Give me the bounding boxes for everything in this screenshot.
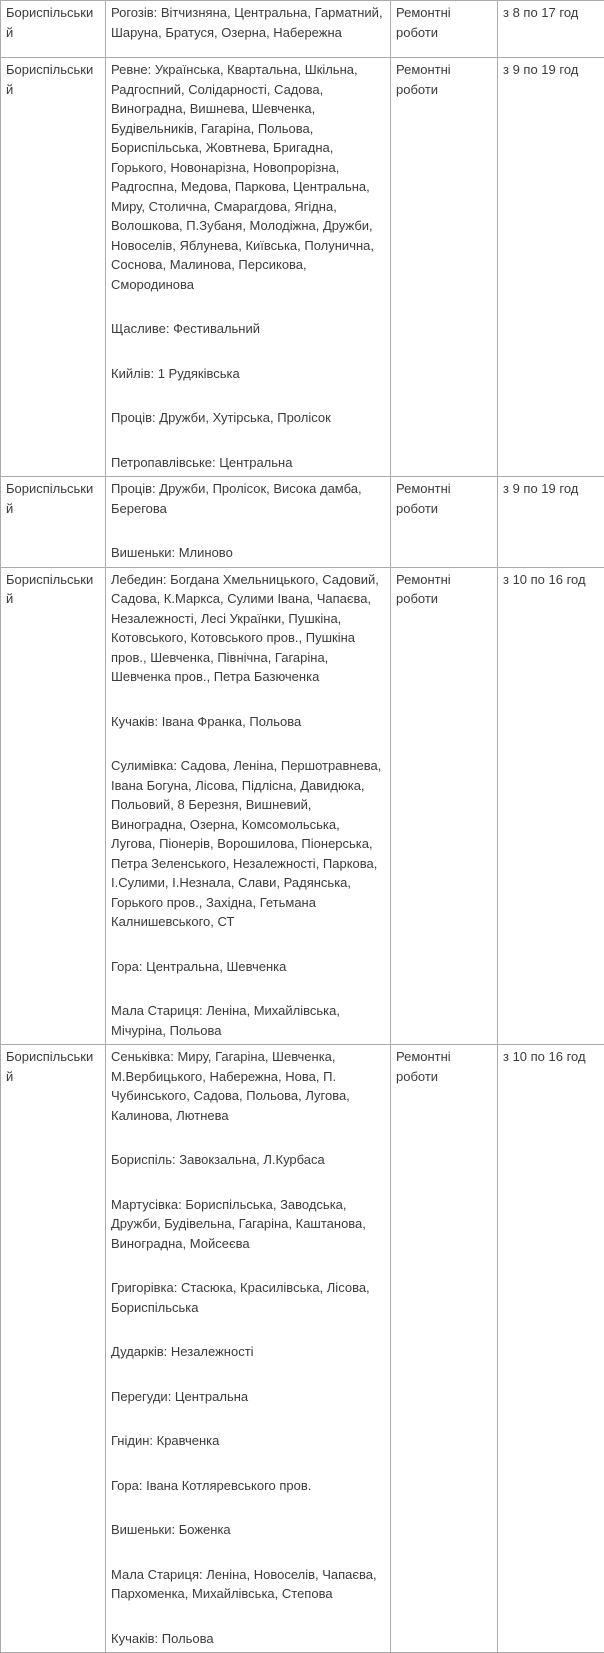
street-group: Рогозів: Вітчизняна, Центральна, Гарматний, Шаруна, Братуся, Озерна, Набережна [111, 3, 384, 42]
street-group: Сулимівка: Садова, Леніна, Першотравнева, Івана Богуна, Лісова, Підлісна, Давидюка, Польовий, 8 Березня, Вишневий, Виноградна, Озерна, Комсомольська, Лугова, Піонерів, Ворошилова, Піонерська, Петра Зеленського, Незалежності, Паркова, І.Сулими, І.Незнала, Слави, Радянська, Горького пров., Західна, Гетьмана Калнишевського, СТ [111, 737, 384, 932]
district-cell: Бориспільський [1, 567, 106, 1045]
table-row [1, 567, 604, 1045]
street-group: Лебедин: Богдана Хмельницького, Садовий, Садова, К.Маркса, Сулими Івана, Чапаєва, Незалежності, Лесі Українки, Пушкіна, Котовського, Котовського пров., Пушкіна пров., Шевченка, Північна, Гагаріна, Шевченка пров., Петра Базюченка [111, 570, 384, 687]
street-group: Вишеньки: Боженка [111, 1501, 384, 1540]
street-group: Мала Стариця: Леніна, Михайлівська, Мічуріна, Польова [111, 982, 384, 1040]
streets-cell [106, 58, 391, 477]
street-group: Гнідин: Кравченка [111, 1412, 384, 1451]
work-type-cell: Ремонтні роботи [391, 58, 498, 477]
street-group: Сеньківка: Миру, Гагаріна, Шевченка, М.Вербицького, Набережна, Нова, П. Чубинського, Садова, Польова, Лугова, Калинова, Лютнева [111, 1047, 384, 1125]
street-group: Гора: Івана Котляревського пров. [111, 1457, 384, 1496]
street-group: Кийлів: 1 Рудяківська [111, 345, 384, 384]
time-cell: з 9 по 19 год [498, 58, 604, 477]
street-group: Петропавлівське: Центральна [111, 434, 384, 473]
streets-cell [106, 477, 391, 568]
time-cell: з 9 по 19 год [498, 477, 604, 568]
district-cell: Бориспільський [1, 1045, 106, 1653]
street-group: Кучаків: Польова [111, 1610, 384, 1649]
streets-cell [106, 567, 391, 1045]
street-group: Вишеньки: Млиново [111, 524, 384, 563]
district-cell: Бориспільський [1, 477, 106, 568]
street-group: Бориспіль: Завокзальна, Л.Курбаса [111, 1131, 384, 1170]
street-group: Дударків: Незалежності [111, 1323, 384, 1362]
street-group: Мартусівка: Бориспільська, Заводська, Дружби, Будівельна, Гагаріна, Каштанова, Виноградна, Мойсеєва [111, 1176, 384, 1254]
table-row [1, 1, 604, 58]
work-type-cell: Ремонтні роботи [391, 1045, 498, 1653]
street-group: Ревне: Українська, Квартальна, Шкільна, Радгоспний, Солідарності, Садова, Виноградна, Вишнева, Шевченка, Будівельників, Гагаріна, Польова, Бориспільська, Жовтнева, Бригадна, Горького, Новонарізна, Новопрорізна, Радгоспна, Медова, Паркова, Центральна, Миру, Столична, Смарагдова, Ягідна, Волошкова, П.Зубаня, Молодіжна, Дружби, Новоселів, Яблунева, Київська, Полунична, Соснова, Малинова, Персикова, Смородинова [111, 60, 384, 294]
street-group: Мала Стариця: Леніна, Новоселів, Чапаєва, Пархоменка, Михайлівська, Степова [111, 1546, 384, 1604]
street-group: Кучаків: Івана Франка, Польова [111, 693, 384, 732]
street-group: Проців: Дружби, Хутірська, Пролісок [111, 389, 384, 428]
outage-table-body [1, 1, 604, 1653]
district-cell: Бориспільський [1, 58, 106, 477]
time-cell: з 10 по 16 год [498, 1045, 604, 1653]
time-cell: з 8 по 17 год [498, 1, 604, 58]
table-row [1, 58, 604, 477]
streets-cell [106, 1, 391, 58]
table-row [1, 1045, 604, 1653]
time-cell: з 10 по 16 год [498, 567, 604, 1045]
street-group: Щасливе: Фестивальний [111, 300, 384, 339]
table-row [1, 477, 604, 568]
street-group: Проців: Дружби, Пролісок, Висока дамба, Берегова [111, 479, 384, 518]
work-type-cell: Ремонтні роботи [391, 477, 498, 568]
work-type-cell: Ремонтні роботи [391, 1, 498, 58]
district-cell: Бориспільський [1, 1, 106, 58]
street-group: Перегуди: Центральна [111, 1368, 384, 1407]
street-group: Григорівка: Стасюка, Красилівська, Лісова, Бориспільська [111, 1259, 384, 1317]
streets-cell [106, 1045, 391, 1653]
work-type-cell: Ремонтні роботи [391, 567, 498, 1045]
street-group: Гора: Центральна, Шевченка [111, 938, 384, 977]
